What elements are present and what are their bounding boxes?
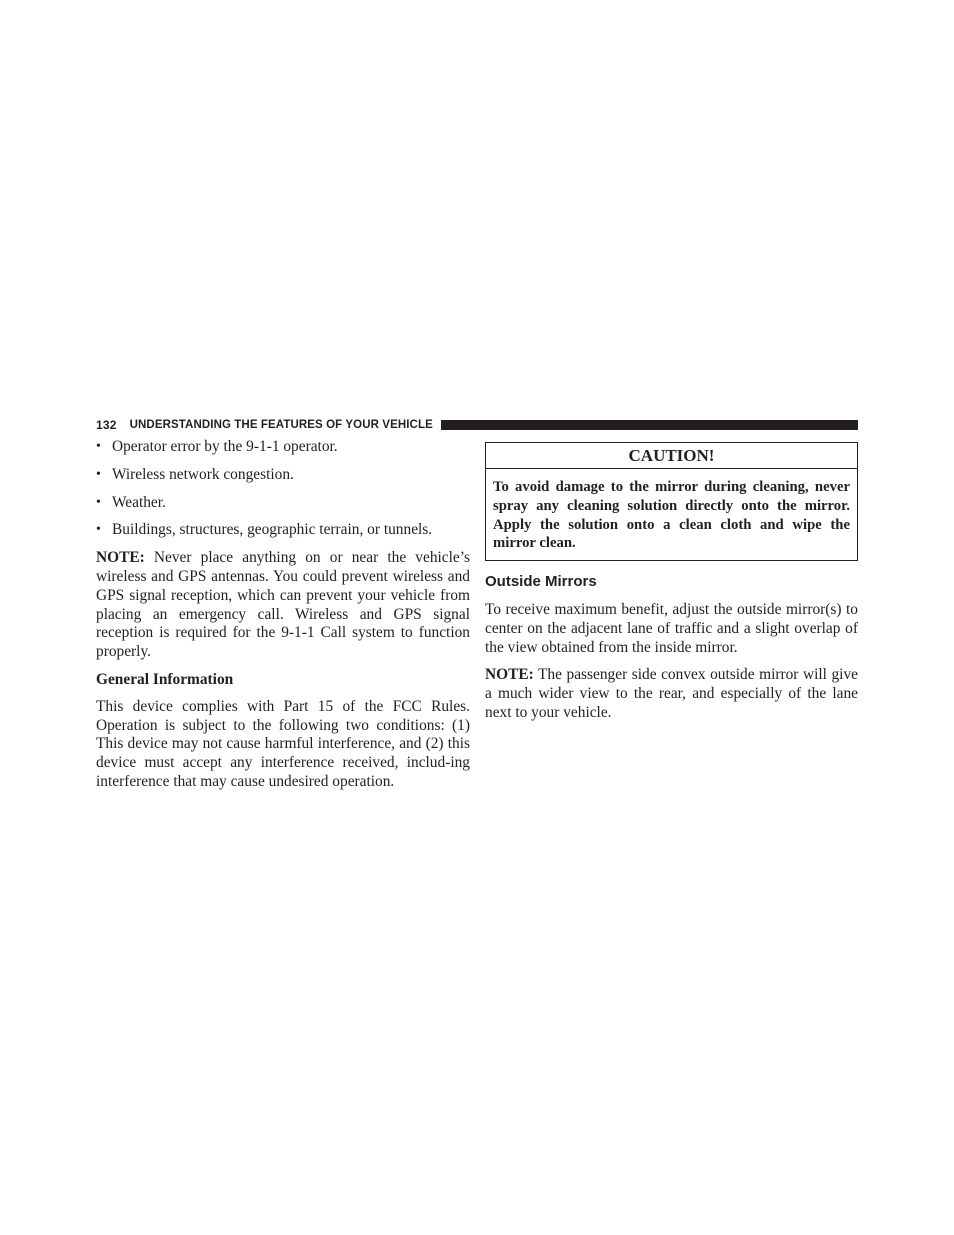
list-item [96,494,470,513]
header-rule [441,420,858,430]
bullet-icon: • [96,439,101,454]
section-title: UNDERSTANDING THE FEATURES OF YOUR VEHICLE [129,419,433,431]
list-item-text: Weather. [112,493,166,511]
bullet-icon: • [96,466,101,482]
bullet-icon: • [96,494,101,510]
note-paragraph [96,549,470,662]
page-header [96,417,858,433]
bullet-icon: • [96,522,101,538]
outside-mirrors-heading: Outside Mirrors [485,573,597,591]
note-label: NOTE: [96,549,145,567]
right-column [485,437,858,732]
note-paragraph [485,666,858,722]
list-item [96,521,470,540]
caution-text: To avoid damage to the mirror during cleaning, never spray any cleaning solution directly onto the mirror. Apply the solution onto a clean cloth and wipe the mirror clean. [493,479,850,552]
note-text: Never place anything on or near the vehicle’s wireless and GPS antennas. You could prevent wireless and GPS signal reception, which can prevent your vehicle from placing an emergency call. Wireless and GPS signal reception is required for the 9-1-1 Call system to function properly. [96,549,470,661]
note-label: NOTE: [485,666,534,684]
list-item-text: Wireless network congestion. [112,465,294,483]
list-item [96,438,470,457]
list-item-text: Operator error by the 9-1-1 operator. [112,438,338,455]
left-column [96,437,470,801]
caution-title: CAUTION! [486,443,857,469]
caution-box [485,442,858,561]
list-item [96,466,470,485]
general-information-text: This device complies with Part 15 of the FCC Rules. Operation is subject to the following two conditions: (1) This device may not cause harmful interference, and (2) this device must accept any interference received, includ-ing interference that may cause undesired operation. [96,697,470,790]
note-text: The passenger side convex outside mirror will give a much wider view to the rear, and especially of the lane next to your vehicle. [485,666,858,721]
outside-mirrors-text: To receive maximum benefit, adjust the outside mirror(s) to center on the adjacent lane of traffic and a slight overlap of the view obtained from the inside mirror. [485,600,858,656]
general-information-heading: General Information [96,670,234,688]
page-number: 132 [96,418,117,432]
list-item-text: Buildings, structures, geographic terrain, or tunnels. [112,521,433,539]
